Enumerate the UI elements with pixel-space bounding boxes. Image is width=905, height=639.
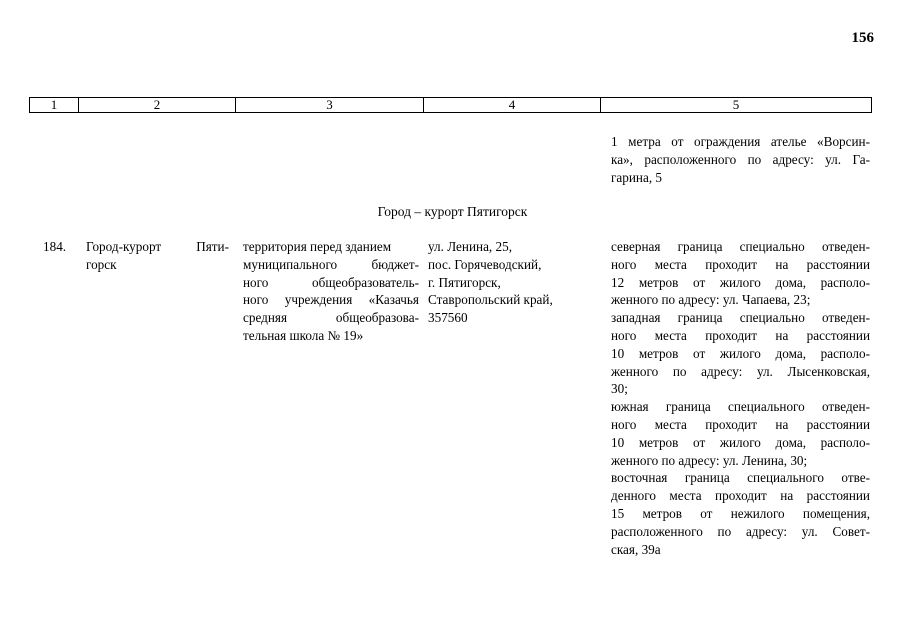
text-line: Город-курорт Пяти- xyxy=(86,239,229,254)
row-number: 184. xyxy=(43,239,67,254)
section-title: Город – курорт Пятигорск xyxy=(377,204,528,219)
text-line: южная граница специального отведен- xyxy=(611,399,870,415)
text-line: женного по адресу: ул. Лысенковская, xyxy=(611,363,870,379)
address-cell xyxy=(428,238,598,327)
continuation-text xyxy=(611,133,870,186)
page-number: 156 xyxy=(851,30,874,46)
text-line: ская, 39а xyxy=(611,541,661,557)
text-line: северная граница специально отведен- xyxy=(611,239,870,254)
text-line: 12 метров от жилого дома, располо- xyxy=(611,274,870,290)
text-line: пос. Горячеводский, xyxy=(428,256,542,272)
text-line: 30; xyxy=(611,381,628,397)
text-line: ного места проходит на расстоянии xyxy=(611,327,870,343)
text-line: женного по адресу: ул. Ленина, 30; xyxy=(611,452,808,468)
column-header-1: 1 xyxy=(50,97,58,112)
text-line: ного общеобразователь- xyxy=(243,274,419,290)
text-line: ного места проходит на расстоянии xyxy=(611,256,870,272)
boundaries-cell xyxy=(611,238,870,558)
text-line: тельная школа № 19» xyxy=(243,327,364,343)
text-line: средняя общеобразова- xyxy=(243,310,419,326)
object-cell xyxy=(243,238,419,345)
text-line: женного по адресу: ул. Чапаева, 23; xyxy=(611,292,811,308)
text-line: 15 метров от нежилого помещения, xyxy=(611,505,870,521)
text-line: 10 метров от жилого дома, располо- xyxy=(611,345,870,361)
text-line: 357560 xyxy=(428,310,468,326)
text-line: гарина, 5 xyxy=(611,169,663,185)
text-line: горск xyxy=(86,256,117,272)
table-column-header xyxy=(29,97,872,113)
text-line: западная граница специально отведен- xyxy=(611,310,870,326)
text-line: ного учреждения «Казачья xyxy=(243,292,419,308)
text-line: 10 метров от жилого дома, располо- xyxy=(611,434,870,450)
column-header-2: 2 xyxy=(78,98,235,112)
text-line: расположенного по адресу: ул. Совет- xyxy=(611,523,870,539)
column-header-4: 4 xyxy=(423,98,600,112)
column-header-5: 5 xyxy=(600,98,871,112)
text-line: г. Пятигорск, xyxy=(428,274,501,290)
text-line: муниципального бюджет- xyxy=(243,256,419,272)
text-line: ул. Ленина, 25, xyxy=(428,239,512,254)
column-header-3: 3 xyxy=(235,98,423,112)
text-line: восточная граница специального отве- xyxy=(611,470,870,486)
text-line: ного места проходит на расстоянии xyxy=(611,416,870,432)
municipality-cell xyxy=(86,238,229,274)
text-line: ка», расположенного по адресу: ул. Га- xyxy=(611,151,870,167)
text-line: Ставропольский край, xyxy=(428,292,553,308)
text-line: территория перед зданием xyxy=(243,239,392,254)
text-line: денного места проходит на расстоянии xyxy=(611,488,870,504)
text-line: 1 метра от ограждения ателье «Ворсин- xyxy=(611,134,870,149)
